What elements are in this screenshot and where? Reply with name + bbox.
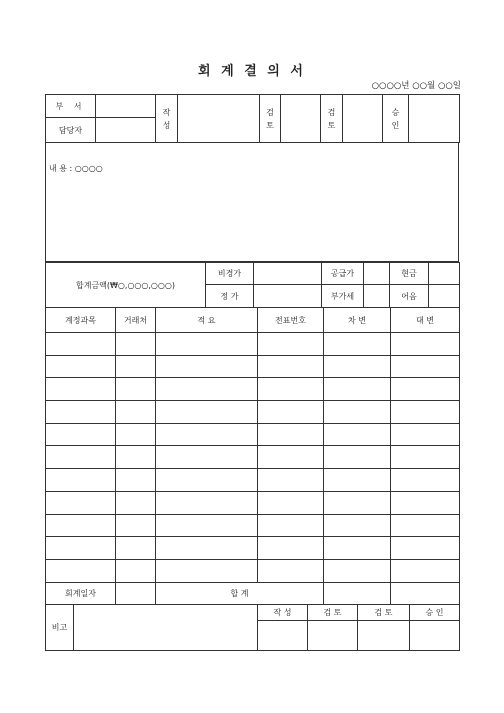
signoff-review1-sign[interactable] [308, 621, 358, 651]
table-row [46, 559, 460, 582]
signoff-review1-label: 검 토 [308, 605, 358, 621]
cell-voucher-no[interactable] [258, 333, 324, 356]
cell-debit[interactable] [324, 333, 391, 356]
cell-description[interactable] [156, 537, 258, 560]
cell-voucher-no[interactable] [258, 491, 324, 514]
cell-description[interactable] [156, 514, 258, 537]
header-account: 계정과목 [46, 308, 116, 333]
write-sign[interactable] [178, 95, 260, 143]
cell-description[interactable] [156, 423, 258, 446]
content-table [45, 142, 459, 262]
note-field[interactable] [74, 605, 258, 651]
cell-voucher-no[interactable] [258, 355, 324, 378]
cell-description[interactable] [156, 355, 258, 378]
cell-vendor[interactable] [116, 355, 156, 378]
cell-voucher-no[interactable] [258, 469, 324, 492]
signoff-review2-sign[interactable] [358, 621, 410, 651]
table-row [46, 446, 460, 469]
cell-voucher-no[interactable] [258, 537, 324, 560]
content-field[interactable] [46, 143, 459, 262]
cell-voucher-no[interactable] [258, 514, 324, 537]
table-row [46, 333, 460, 356]
review1-label: 검 토 [260, 95, 281, 143]
cell-account[interactable] [46, 423, 116, 446]
cell-debit[interactable] [324, 401, 391, 424]
cash-value[interactable] [429, 263, 460, 285]
cell-description[interactable] [156, 401, 258, 424]
review1-sign[interactable] [281, 95, 321, 143]
cell-description[interactable] [156, 469, 258, 492]
cell-credit[interactable] [391, 491, 460, 514]
cell-account[interactable] [46, 401, 116, 424]
cell-debit[interactable] [324, 355, 391, 378]
expense-value[interactable] [254, 263, 322, 285]
manager-label: 담당자 [46, 118, 96, 143]
cell-vendor[interactable] [116, 446, 156, 469]
table-row [46, 378, 460, 401]
review2-label: 검 토 [321, 95, 343, 143]
cell-credit[interactable] [391, 469, 460, 492]
supply-value[interactable] [364, 263, 390, 285]
signoff-review2-label: 검 토 [358, 605, 410, 621]
cell-debit[interactable] [324, 537, 391, 560]
cell-debit[interactable] [324, 446, 391, 469]
table-row [46, 401, 460, 424]
cell-voucher-no[interactable] [258, 401, 324, 424]
accounting-date-label: 회계일자 [46, 582, 116, 604]
header-voucher-no: 전표번호 [258, 308, 324, 333]
cell-debit[interactable] [324, 559, 391, 582]
dept-value[interactable] [96, 95, 156, 118]
cell-credit[interactable] [391, 333, 460, 356]
cell-account[interactable] [46, 537, 116, 560]
cell-debit[interactable] [324, 423, 391, 446]
bill-value[interactable] [429, 285, 460, 308]
approve-sign[interactable] [409, 95, 460, 143]
bill-label: 어음 [390, 285, 429, 308]
vat-value[interactable] [364, 285, 390, 308]
table-row [46, 469, 460, 492]
header-debit: 차 변 [324, 308, 391, 333]
signoff-approve-sign[interactable] [410, 621, 460, 651]
table-row [46, 514, 460, 537]
cell-vendor[interactable] [116, 559, 156, 582]
table-row [46, 491, 460, 514]
cell-account[interactable] [46, 355, 116, 378]
content-label: 내 용 : ○○○○ [49, 164, 103, 173]
document-title: 회 계 결 의 서 [198, 64, 306, 79]
cell-vendor[interactable] [116, 378, 156, 401]
cell-credit[interactable] [391, 537, 460, 560]
header-credit: 대 변 [391, 308, 460, 333]
manager-value[interactable] [96, 118, 156, 143]
cell-debit[interactable] [324, 491, 391, 514]
cell-description[interactable] [156, 446, 258, 469]
note-label: 비고 [46, 605, 74, 651]
price-label: 정 가 [206, 285, 254, 308]
sum-credit[interactable] [391, 582, 460, 604]
cell-account[interactable] [46, 469, 116, 492]
cell-credit[interactable] [391, 378, 460, 401]
cell-vendor[interactable] [116, 537, 156, 560]
accounting-date-value[interactable] [116, 582, 156, 604]
cell-credit[interactable] [391, 514, 460, 537]
cell-vendor[interactable] [116, 401, 156, 424]
header-vendor: 거래처 [116, 308, 156, 333]
cell-account[interactable] [46, 491, 116, 514]
cell-account[interactable] [46, 559, 116, 582]
table-row [46, 355, 460, 378]
cell-description[interactable] [156, 491, 258, 514]
expense-label: 비경가 [206, 263, 254, 285]
vat-label: 부가세 [322, 285, 364, 308]
table-row [46, 537, 460, 560]
cell-account[interactable] [46, 514, 116, 537]
cell-voucher-no[interactable] [258, 559, 324, 582]
cell-vendor[interactable] [116, 491, 156, 514]
review2-sign[interactable] [343, 95, 383, 143]
header-description: 적 요 [156, 308, 258, 333]
signoff-approve-label: 승 인 [410, 605, 460, 621]
cell-voucher-no[interactable] [258, 423, 324, 446]
cell-account[interactable] [46, 333, 116, 356]
cell-account[interactable] [46, 378, 116, 401]
cell-debit[interactable] [324, 469, 391, 492]
sum-debit[interactable] [324, 582, 391, 604]
footer-table [45, 604, 460, 651]
cell-vendor[interactable] [116, 423, 156, 446]
approve-label: 승 인 [383, 95, 409, 143]
ledger-table [45, 307, 460, 605]
cell-account[interactable] [46, 446, 116, 469]
table-row [46, 423, 460, 446]
document-date: ○○○○년 ○○월 ○○일 [371, 81, 461, 91]
price-value[interactable] [254, 285, 322, 308]
write-label: 작 성 [156, 95, 178, 143]
cell-credit[interactable] [391, 401, 460, 424]
cell-vendor[interactable] [116, 469, 156, 492]
cell-voucher-no[interactable] [258, 378, 324, 401]
cell-vendor[interactable] [116, 333, 156, 356]
signoff-write-label: 작 성 [258, 605, 308, 621]
approval-table [45, 94, 460, 143]
amount-table [45, 262, 460, 308]
cell-debit[interactable] [324, 378, 391, 401]
cell-vendor[interactable] [116, 514, 156, 537]
cell-credit[interactable] [391, 423, 460, 446]
cell-description[interactable] [156, 559, 258, 582]
cell-voucher-no[interactable] [258, 446, 324, 469]
cell-credit[interactable] [391, 559, 460, 582]
cell-credit[interactable] [391, 355, 460, 378]
total-amount-label: 합계금액(₩○,○○○,○○○) [46, 263, 206, 308]
cell-debit[interactable] [324, 514, 391, 537]
cash-label: 현금 [390, 263, 429, 285]
signoff-write-sign[interactable] [258, 621, 308, 651]
cell-credit[interactable] [391, 446, 460, 469]
sum-label: 합 계 [156, 582, 324, 604]
dept-label: 부 서 [46, 95, 96, 118]
cell-description[interactable] [156, 333, 258, 356]
cell-description[interactable] [156, 378, 258, 401]
supply-label: 공급가 [322, 263, 364, 285]
